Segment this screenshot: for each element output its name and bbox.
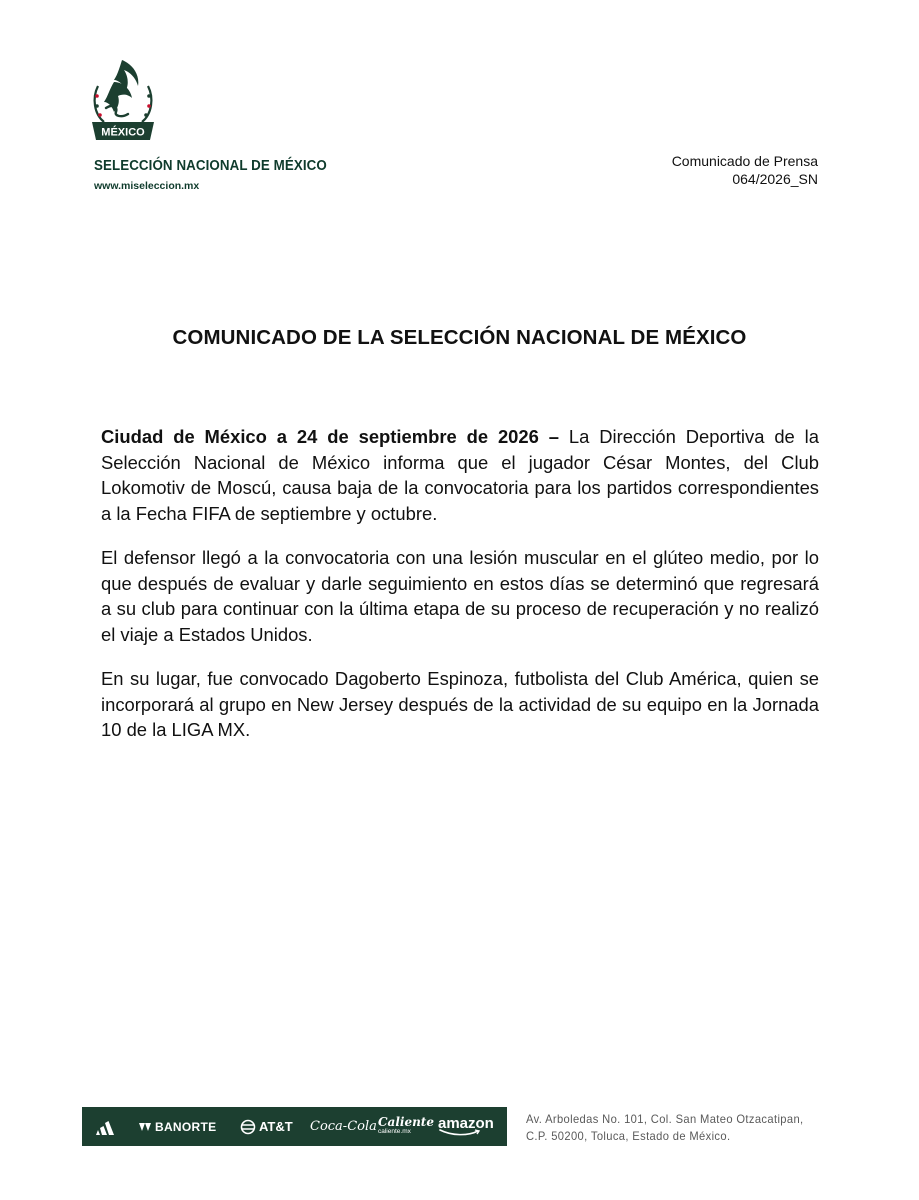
att-globe-icon [240, 1119, 256, 1135]
paragraph-2: El defensor llegó a la convocatoria con una lesión muscular en el glúteo medio, por lo que después de evaluar y darle seguimiento en estos días se determinó que regresará a su club para continuar con la última etapa de su proceso de recuperación y no realizó el viaje a Estados Unidos. [101, 547, 819, 645]
org-name: SELECCIÓN NACIONAL DE MÉXICO [94, 158, 327, 174]
org-website: www.miseleccion.mx [94, 180, 200, 192]
sponsor-bar [82, 1107, 507, 1146]
address-line-1: Av. Arboledas No. 101, Col. San Mateo Otzacatipan, [526, 1112, 804, 1126]
banorte-text: BANORTE [155, 1119, 217, 1134]
banorte-logo [138, 1107, 216, 1146]
caliente-subtext: caliente.mx [378, 1128, 411, 1135]
att-logo [240, 1107, 293, 1146]
caliente-logo [378, 1107, 434, 1146]
crest-label: MÉXICO [101, 126, 145, 139]
dateline: Ciudad de México a 24 de septiembre de 2026 – [101, 426, 559, 447]
press-release-number: 064/2026_SN [732, 171, 818, 187]
mexico-crest-logo [88, 56, 158, 148]
cocacola-logo: Coca-Cola [310, 1119, 377, 1134]
paragraph-3: En su lugar, fue convocado Dagoberto Espinoza, futbolista del Club América, quien se incorporará al grupo en New Jersey después de la actividad de su equipo en la Jornada 10 de la LIGA MX. [101, 668, 819, 740]
address-line-2: C.P. 50200, Toluca, Estado de México. [526, 1129, 731, 1143]
document-body [101, 424, 819, 762]
amazon-text: amazon [438, 1115, 494, 1132]
paragraph-1-text: La Dirección Deportiva de la Selección Nacional de México informa que el jugador César Montes, del Club Lokomotiv de Moscú, causa baja de la convocatoria para los partidos correspondientes a la Fecha FIFA de septiembre y octubre. [101, 426, 819, 524]
banorte-icon [138, 1121, 152, 1133]
amazon-smile-icon [438, 1129, 482, 1136]
caliente-text: Caliente [378, 1115, 434, 1129]
amazon-logo [438, 1107, 494, 1146]
footer-address [526, 1111, 804, 1145]
press-release-label: Comunicado de Prensa [671, 153, 818, 169]
adidas-logo-icon [94, 1107, 122, 1146]
att-text: AT&T [259, 1119, 293, 1134]
paragraph-1 [101, 424, 819, 526]
document-title: COMUNICADO DE LA SELECCIÓN NACIONAL DE MÉXICO [172, 326, 747, 349]
